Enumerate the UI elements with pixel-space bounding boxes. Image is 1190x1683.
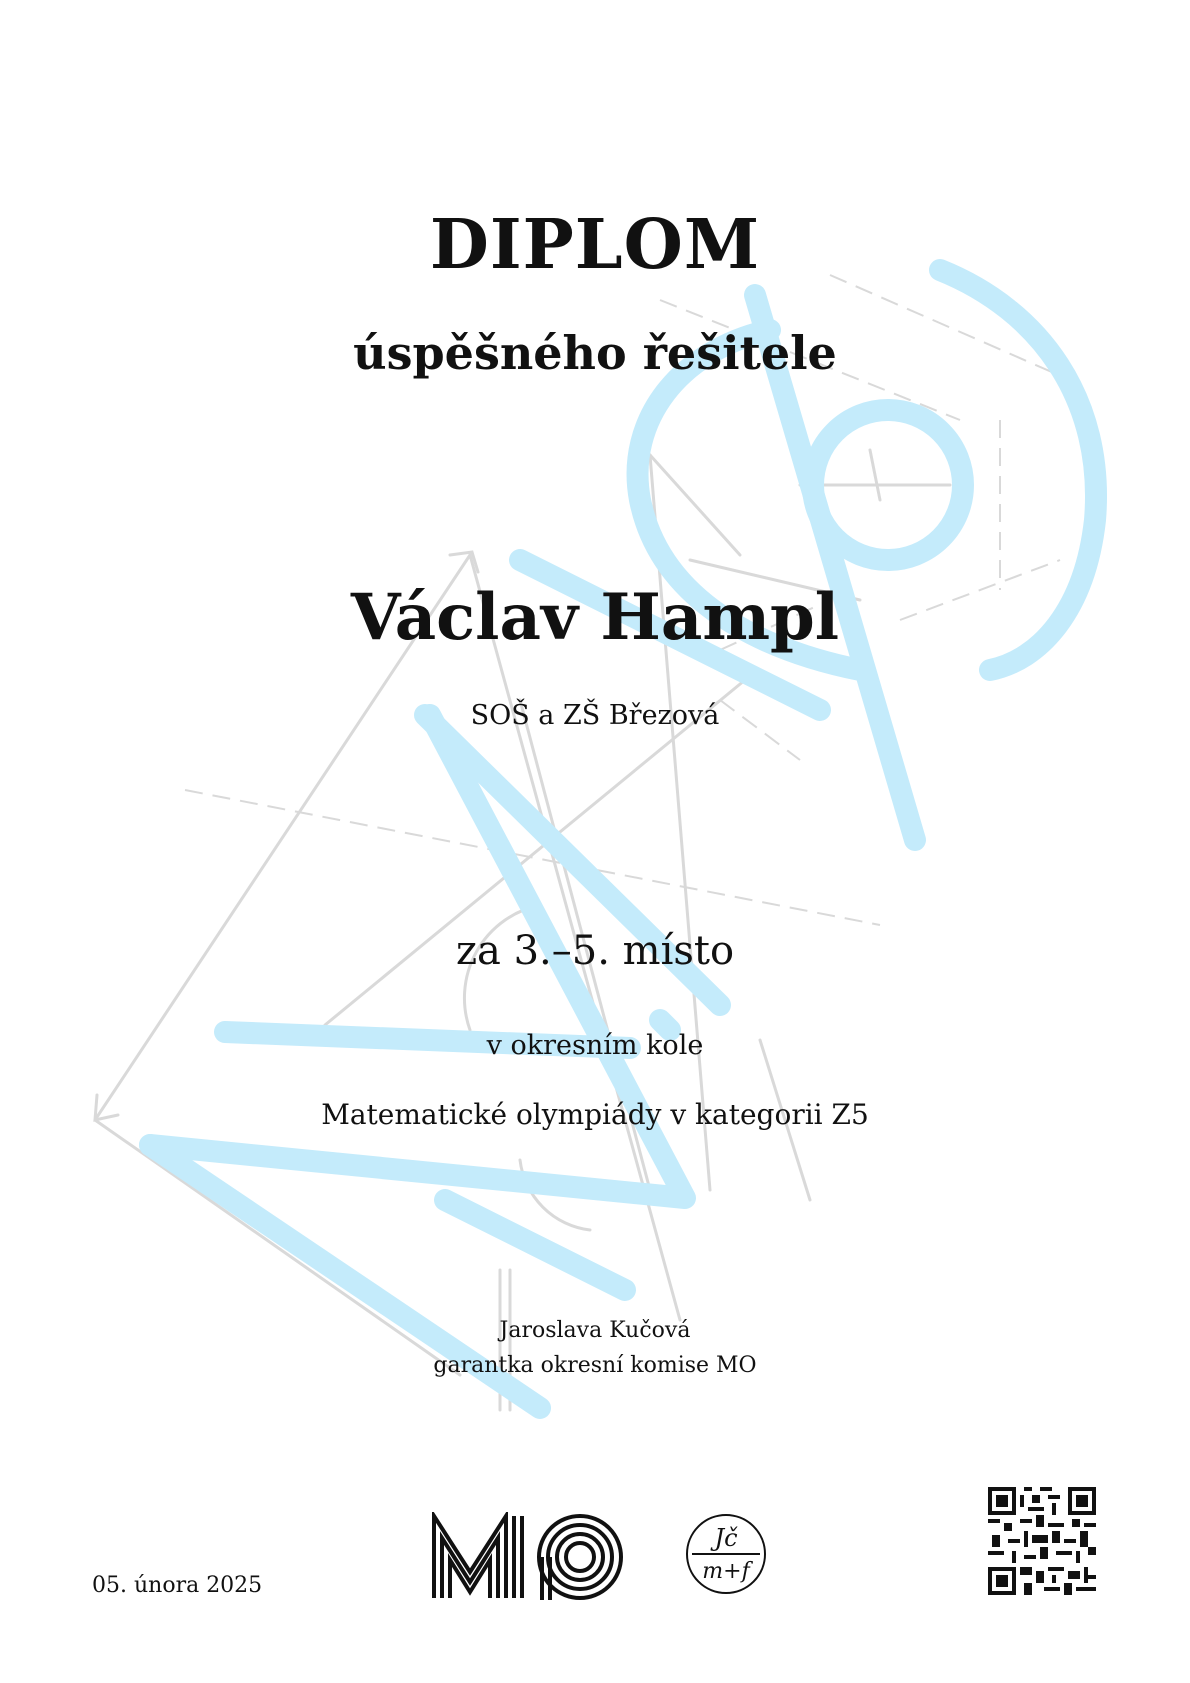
qr-code-icon: [988, 1487, 1096, 1595]
diploma-subtitle: úspěšného řešitele: [353, 326, 837, 380]
mo-logo-icon: [430, 1512, 635, 1602]
jcmf-logo-top: Jč: [714, 1524, 738, 1552]
competition-name: Matematické olympiády v kategorii Z5: [321, 1098, 869, 1131]
jcmf-logo-bottom: m+f: [702, 1559, 750, 1584]
diploma-title: DIPLOM: [429, 205, 761, 285]
competition-round: v okresním kole: [486, 1030, 704, 1061]
recipient-name: Václav Hampl: [350, 580, 840, 655]
signer-role: garantka okresní komise MO: [433, 1353, 757, 1378]
placement: za 3.–5. místo: [455, 928, 735, 974]
jcmf-logo-icon: [684, 1512, 768, 1596]
signer-name: Jaroslava Kučová: [499, 1318, 691, 1343]
school-name: SOŠ a ZŠ Březová: [470, 700, 720, 731]
issue-date: 05. února 2025: [92, 1573, 263, 1598]
